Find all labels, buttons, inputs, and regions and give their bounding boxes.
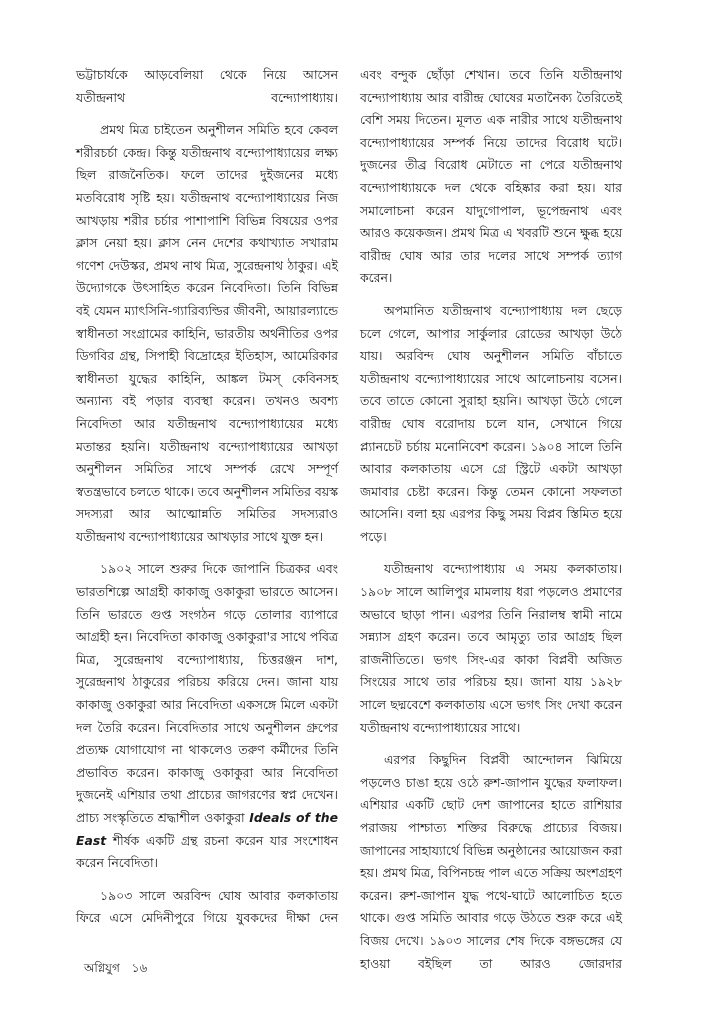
right-column <box>360 64 622 975</box>
paragraph: যতীন্দ্রনাথ বন্দ্যোপাধ্যায় এ সময় কলকাতায়। ১৯০৮ সালে আলিপুর মামলায় ধরা পড়লেও প্রমাণের অভাবে ছাড়া পান। এরপর তিনি নিরালম্ব স্বামী নামে সন্ন্যাস গ্রহণ করেন। তবে আমৃত্যু তার আগ্রহ ছিল রাজনীতিতে। ভগৎ সিং-এর কাকা বিপ্লবী অজিত সিংয়ের সাথে তার পরিচয় হয়। জানা যায় ১৯২৮ সালে ছদ্মবেশে কলকাতায় এসে ভগৎ সিং দেখা করেন যতীন্দ্রনাথ বন্দ্যোপাধ্যায়ের সাথে। <box>360 561 622 735</box>
paragraph <box>76 558 338 874</box>
paragraph-text: শীর্ষক একটি গ্রন্থ রচনা করেন যার সংশোধন করেন নিবেদিতা। <box>76 832 338 871</box>
paragraph: এবং বন্দুক ছোঁড়া শেখান। তবে তিনি যতীন্দ্রনাথ বন্দ্যোপাধ্যায় আর বারীন্দ্র ঘোষের মতানৈক্য তৈরিতেই বেশি সময় দিতেন। মূলত এক নারীর সাথে যতীন্দ্রনাথ বন্দ্যোপাধ্যায়ের সম্পর্ক নিয়ে তাদের বিরোধ ঘটে। দুজনের তীব্র বিরোধ মেটাতে না পেরে যতীন্দ্রনাথ বন্দ্যোপাধ্যায়কে দল থেকে বহিষ্কার করা হয়। যার সমালোচনা করেন যাদুগোপাল, ভূপেন্দ্রনাথ এবং আরও কয়েকজন। প্রমথ মিত্র এ খবরটি শুনে ক্ষুব্ধ হয়ে বারীন্দ্র ঘোষ আর তার দলের সাথে সম্পর্ক ত্যাগ করেন। <box>360 67 622 286</box>
paragraph: প্রমথ মিত্র চাইতেন অনুশীলন সমিতি হবে কেবল শরীরচর্চা কেন্দ্র। কিন্তু যতীন্দ্রনাথ বন্দ্যোপাধ্যায়ের লক্ষ্য ছিল রাজনৈতিক। ফলে তাদের দুইজনের মধ্যে মতবিরোধ সৃষ্টি হয়। যতীন্দ্রনাথ বন্দ্যোপাধ্যায়ের নিজ আখড়ায় শরীর চর্চার পাশাপাশি বিভিন্ন বিষয়ের ওপর ক্লাস নেয়া হয়। ক্লাস নেন দেশের কথাখ্যাত সখারাম গণেশ দেউস্কর, প্রমথ নাথ মিত্র, সুরেন্দ্রনাথ ঠাকুর। এই উদ্যোগকে উৎসাহিত করেন নিবেদিতা। তিনি বিভিন্ন বই যেমন ম্যাৎসিনি-গ্যারিব্যল্ডির জীবনী, আয়ারল্যান্ডে স্বাধীনতা সংগ্রামের কাহিনি, ভারতীয় অর্থনীতির ওপর ডিগবির গ্রন্থ, সিপাহী বিদ্রোহের ইতিহাস, আমেরিকার স্বাধীনতা যুদ্ধের কাহিনি, আঙ্কল টমস্ কেবিনসহ অন্যান্য বই পড়ার ব্যবস্থা করেন। তখনও অবশ্য নিবেদিতা আর যতীন্দ্রনাথ বন্দ্যোপাধ্যায়ের মধ্যে মতান্তর হয়নি। যতীন্দ্রনাথ বন্দ্যোপাধ্যায়ের আখড়া অনুশীলন সমিতির সাথে সম্পর্ক রেখে সম্পূর্ণ স্বতন্ত্রভাবে চলতে থাকে। তবে অনুশীলন সমিতির বয়স্ক সদস্যরা আর আত্মোন্নতি সমিতির সদস্যরাও যতীন্দ্রনাথ বন্দ্যোপাধ্যায়ের আখড়ার সাথে যুক্ত হন। <box>76 122 338 544</box>
paragraph: অপমানিত যতীন্দ্রনাথ বন্দ্যোপাধ্যায় দল ছেড়ে চলে গেলে, আপার সার্কুলার রোডের আখড়া উঠে যায়। অরবিন্দ ঘোষ অনুশীলন সমিতি বাঁচাতে যতীন্দ্রনাথ বন্দ্যোপাধ্যায়ের সাথে আলোচনায় বসেন। তবে তাতে কোনো সুরাহা হয়নি। আখড়া উঠে গেলে বারীন্দ্র ঘোষ বরোদায় চলে যান, সেখানে গিয়ে প্ল্যানচেট চর্চায় মনোনিবেশ করেন। ১৯০৪ সালে তিনি আবার কলকাতায় এসে গ্রে স্ট্রিটে একটা আখড়া জমাবার চেষ্টা করেন। কিন্তু তেমন কোনো সফলতা আসেনি। বলা হয় এরপর কিছু সময় বিপ্লব স্তিমিত হয়ে পড়ে। <box>360 302 622 544</box>
paragraph-text: ১৯০২ সালে শুরুর দিকে জাপানি চিত্রকর এবং ভারতশিল্পে আগ্রহী কাকাজু ওকাকুরা ভারতে আসেন। তিনি ভারতে গুপ্ত সংগঠন গড়ে তোলার ব্যাপারে আগ্রহী হন। নিবেদিতা কাকাজু ওকাকুরা'র সাথে পবিত্র মিত্র, সুরেন্দ্রনাথ বন্দ্যোপাধ্যায়, চিত্তরঞ্জন দাশ, সুরেন্দ্রনাথ ঠাকুরের পরিচয় করিয়ে দেন। জানা যায় কাকাজু ওকাকুরা আর নিবেদিতা একসঙ্গে মিলে একটা দল তৈরি করেন। নিবেদিতার সাথে অনুশীলন গ্রুপের প্রত্যক্ষ যোগাযোগ না থাকলেও তরুণ কর্মীদের তিনি প্রভাবিত করেন। কাকাজু ওকাকুরা আর নিবেদিতা দুজনেই এশিয়ার তথা প্রাচ্যের জাগরণের স্বপ্ন দেখেন। প্রাচ্য সংস্কৃতিতে শ্রদ্ধাশীল ওকাকুরা <box>76 561 338 825</box>
footer-book-title: অগ্নিযুগ <box>84 961 120 975</box>
left-column <box>76 64 338 930</box>
paragraph: ১৯০৩ সালে অরবিন্দ ঘোষ আবার কলকাতায় ফিরে এসে মেদিনীপুরে গিয়ে যুবকদের দীক্ষা দেন <box>76 887 338 926</box>
paragraph: এরপর কিছুদিন বিপ্লবী আন্দোলন ঝিমিয়ে পড়লেও চাঙা হয়ে ওঠে রুশ-জাপান যুদ্ধের ফলাফল। এশিয়ার একটি ছোট দেশ জাপানের হাতে রাশিয়ার পরাজয় পাশ্চাত্য শক্তির বিরুদ্ধে প্রাচ্যের বিজয়। জাপানের সাহায্যার্থে বিভিন্ন অনুষ্ঠানের আয়োজন করা হয়। প্রমথ মিত্র, বিপিনচন্দ্র পাল এতে সক্রিয় অংশগ্রহণ করেন। রুশ-জাপান যুদ্ধ পথে-ঘাটে আলোচিত হতে থাকে। গুপ্ত সমিতি আবার গড়ে উঠতে শুরু করে এই বিজয় দেখে। ১৯০৩ সালের শেষ দিকে বঙ্গভঙ্গের যে হাওয়া বইছিল তা আরও জোরদার <box>360 752 622 971</box>
page-footer <box>84 960 155 980</box>
page-number: ১৬ <box>131 961 148 975</box>
book-title-emphasis: Ideals of the East <box>76 810 338 848</box>
paragraph: ভট্টাচার্যকে আড়বেলিয়া থেকে নিয়ে আসেন যতীন্দ্রনাথ বন্দ্যোপাধ্যায়। <box>76 67 338 105</box>
